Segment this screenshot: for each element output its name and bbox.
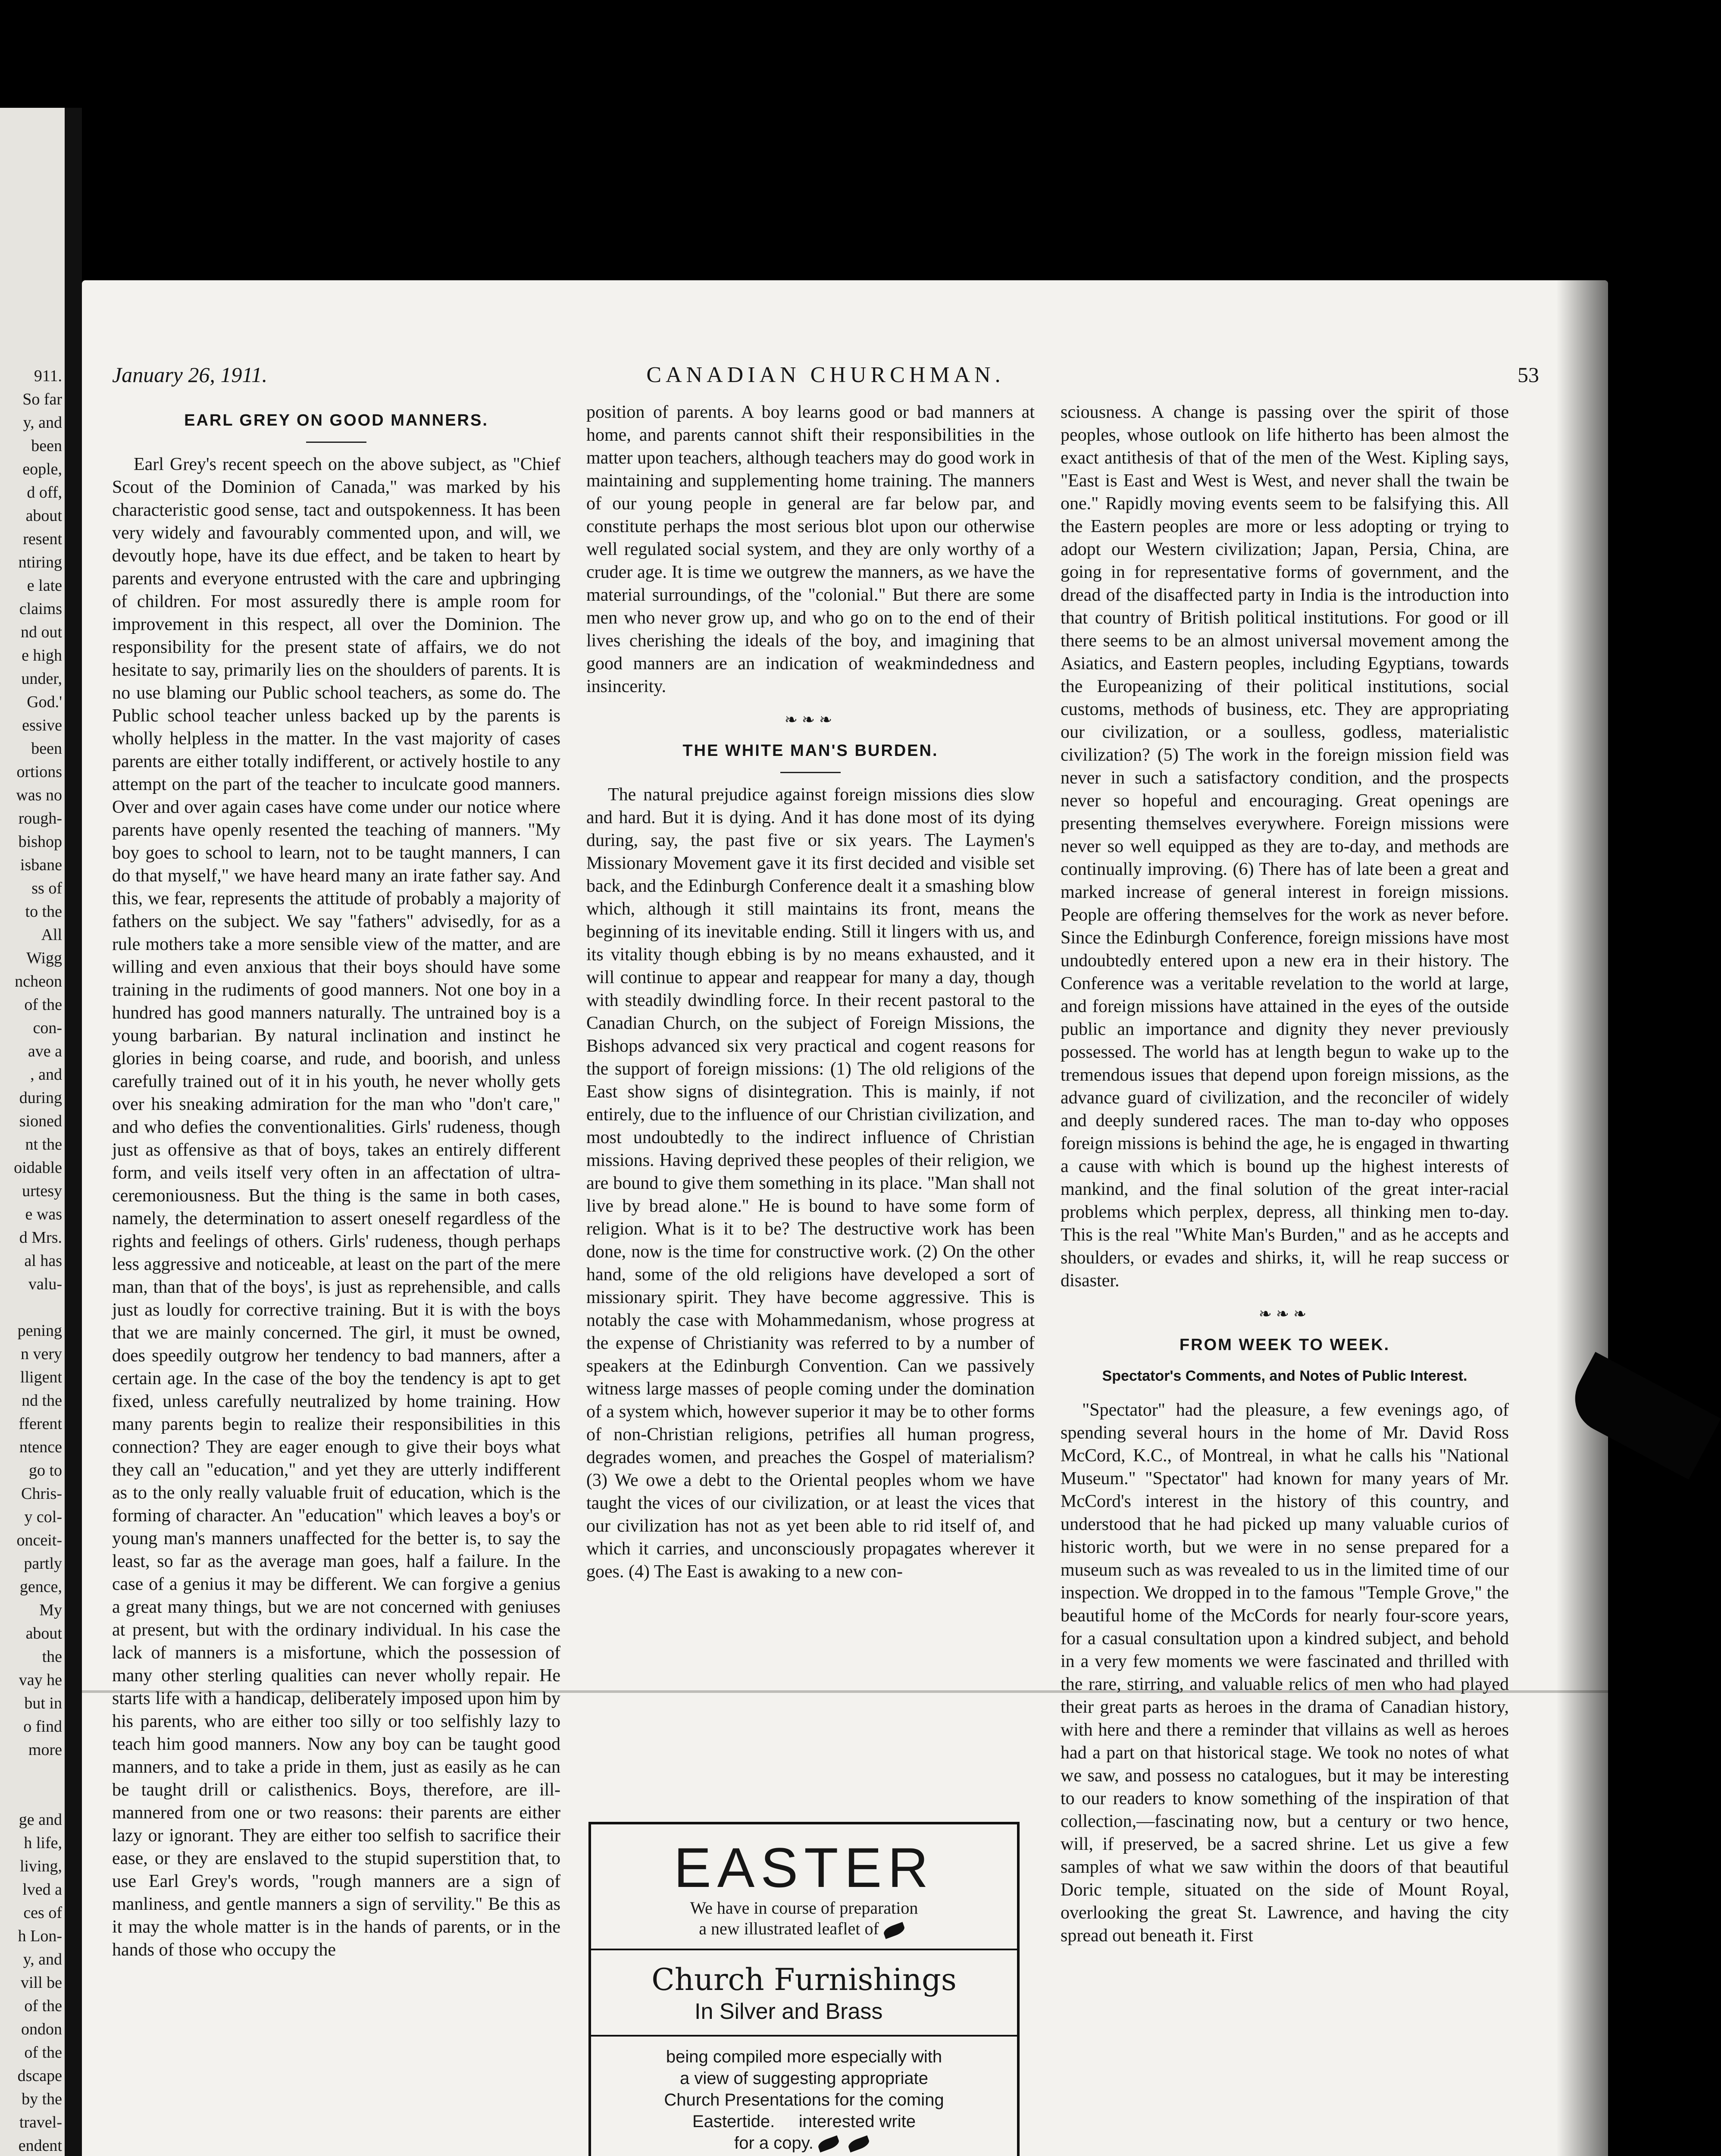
previous-page-fragment: was no (16, 786, 62, 804)
ad-body-5-text: for a copy. (734, 2134, 814, 2153)
book-spine (65, 108, 82, 2156)
previous-page-fragment: eople, (22, 460, 62, 478)
previous-page-fragment: h Lon- (18, 1927, 62, 1945)
ad-body-4-left: Eastertide. (692, 2112, 775, 2131)
previous-page-fragment: gence, (19, 1578, 62, 1596)
previous-page-fragment: ss of (31, 879, 62, 897)
page-header (112, 362, 1539, 397)
previous-page-fragment: but in (24, 1694, 62, 1712)
previous-page-fragment: d Mrs. (19, 1228, 62, 1247)
previous-page-fragment: during (19, 1089, 62, 1107)
previous-page-fragment: of the (24, 1997, 62, 2015)
ad-line-2-text: a new illustrated leaflet of (699, 1919, 879, 1938)
previous-page-fragment: about (25, 1624, 62, 1642)
ad-line-1: We have in course of preparation (690, 1898, 918, 1918)
previous-page-fragment: e was (25, 1205, 62, 1223)
column-1 (112, 401, 560, 1962)
previous-page-fragment: e late (27, 577, 62, 595)
previous-page-fragment: the (42, 1648, 62, 1666)
title-rule (306, 442, 366, 443)
previous-page-fragment: claims (19, 600, 62, 618)
previous-page-fragment: ortions (16, 763, 62, 781)
week-to-week-subtitle: Spectator's Comments, and Notes of Public Interest. (1102, 1368, 1468, 1384)
previous-page-fragment: onceit- (16, 1531, 62, 1549)
previous-page-fragment: God.' (27, 693, 62, 711)
column-3 (1061, 401, 1509, 1947)
previous-page-fragment: al has (24, 1252, 62, 1270)
previous-page-fragment: resent (23, 530, 62, 548)
previous-page-fragment: dscape (17, 2067, 62, 2085)
previous-page-fragment: ntiring (18, 553, 62, 571)
previous-page-fragment: y col- (24, 1508, 62, 1526)
previous-page-fragment: ondon (21, 2020, 62, 2038)
previous-page-fragment: y, and (23, 414, 62, 432)
previous-page-fragment: under, (21, 670, 62, 688)
leaf-ornament-icon (882, 1922, 906, 1939)
ad-body-5 (591, 2132, 1017, 2154)
previous-page-fragment: y, and (23, 1950, 62, 1968)
previous-page-fragment: e high (22, 646, 62, 664)
previous-page-fragment: My (39, 1601, 62, 1619)
previous-page-fragment: endent (18, 2137, 62, 2155)
ad-headline: EASTER (673, 1836, 935, 1899)
previous-page-fragment: nd out (20, 623, 62, 641)
page-number: 53 (1518, 363, 1539, 387)
previous-page-fragment: con- (33, 1019, 62, 1037)
previous-page-fragment: essive (22, 716, 62, 734)
previous-page-fragment: All (41, 926, 62, 944)
previous-page-fragment: nt the (25, 1135, 62, 1153)
leaf-ornament-icon (847, 2136, 870, 2153)
earl-grey-paragraph-2: position of parents. A boy learns good or bad manners at home, and parents cannot shift their responsibilities in the matter upon teachers, although teachers may do good work in maintaining and supplementing home training. The manners of our young people in general are far below par, and constitute perhaps the most serious blot upon our otherwise well regulated social system, and they are only worthy of a cruder age. It is time we outgrew the manners, as we have the material surroundings, of the "colonial." But there are some men who never grow up, and who go on to the end of their lives cherishing the ideals of the boy, and imagining that good manners are an indication of weakmindedness and insincerity. (586, 402, 1035, 696)
previous-page-fragment: lved a (22, 1880, 62, 1899)
ad-body-2: a view of suggesting appropriate (680, 2069, 928, 2088)
previous-page-fragment: oidable (14, 1159, 62, 1177)
ad-divider (591, 1949, 1017, 1950)
week-to-week-title: FROM WEEK TO WEEK. (1179, 1336, 1390, 1354)
ad-body-4 (591, 2111, 1017, 2132)
section-ornament: ❧❧❧ (1258, 1305, 1311, 1322)
previous-page-fragment: Chris- (21, 1485, 62, 1503)
section-ornament: ❧❧❧ (784, 711, 837, 728)
newspaper-page (82, 280, 1608, 2156)
previous-page-fragment: about (25, 507, 62, 525)
ad-material: In Silver and Brass (695, 1999, 883, 2024)
previous-page-fragment: ncheon (15, 972, 62, 990)
previous-page-fragment: partly (24, 1554, 62, 1573)
previous-page-fragment: travel- (19, 2113, 62, 2131)
column-2 (586, 401, 1035, 1583)
previous-page-fragment: d off, (27, 483, 62, 501)
previous-page-fragment: of the (24, 2043, 62, 2062)
previous-page-strip (0, 108, 65, 2156)
previous-page-fragment: living, (19, 1857, 62, 1875)
previous-page-fragment: been (31, 740, 62, 758)
previous-page-fragment: 911. (34, 367, 62, 385)
ad-body-1: being compiled more especially with (666, 2047, 942, 2066)
previous-page-fragment: o find (23, 1717, 62, 1736)
previous-page-fragment: sioned (19, 1112, 62, 1130)
previous-page-fragment: vay he (19, 1671, 62, 1689)
earl-grey-title: EARL GREY ON GOOD MANNERS. (184, 411, 488, 429)
previous-page-fragment: ge and (19, 1811, 62, 1829)
birks-advertisement (588, 1822, 1020, 2156)
previous-page-fragment: go to (28, 1461, 62, 1479)
issue-date: January 26, 1911. (112, 363, 268, 387)
previous-page-fragment: more (28, 1741, 62, 1759)
previous-page-fragment: vill be (20, 1974, 62, 1992)
previous-page-fragment: h life, (24, 1834, 62, 1852)
white-mans-burden-title: THE WHITE MAN'S BURDEN. (682, 742, 939, 760)
previous-page-fragment: n very (20, 1345, 62, 1363)
previous-page-fragment: ces of (23, 1904, 62, 1922)
previous-page-fragment: rough- (18, 809, 62, 827)
previous-page-fragment: valu- (28, 1275, 62, 1293)
ad-line-2 (591, 1918, 1017, 1939)
previous-page-fragment: been (31, 437, 62, 455)
page-edge-shadow (1556, 280, 1608, 2156)
ad-divider (591, 2035, 1017, 2037)
previous-page-fragment: So far (22, 390, 62, 408)
ad-body-4-right: interested write (798, 2112, 916, 2131)
previous-page-fragment: pening (17, 1322, 62, 1340)
title-rule (780, 772, 841, 773)
week-to-week-paragraph-1: "Spectator" had the pleasure, a few evenings ago, of spending several hours in the home of Mr. David Ross McCord, K.C., of Montreal, in what he calls his "National Museum." "Spectator" had known for many years of Mr. McCord's interest in the history of this country, and understood that he had picked up many valuable curios of historic worth, but we were in no sense prepared for a museum such as was revealed to us in the limited time of our inspection. We dropped in to the famous "Temple Grove," the beautiful home of the McCords for nearly four-score years, for a casual consultation upon a kindred subject, and behold in a very few moments we were fascinated and thrilled with the rare, stirring, and valuable relics of men who had played their great parts as heroes in the drama of Canadian history, with here and there a reminder that villains as well as heroes had a part on that historical stage. We took no notes of what we saw, and possess no catalogues, but it may be interesting to our readers to know something of the inspiration of that collection,—fascinating now, but a century or two hence, will, if preserved, be a sacred shrine. Let us give a few samples of what we saw within the doors of that beautiful Doric temple, situated on the side of Mount Royal, overlooking the great St. Lawrence, and having the city spread out beneath it. First (1061, 1400, 1509, 1946)
previous-page-fragment: Wigg (26, 949, 62, 967)
previous-page-fragment: nd the (22, 1391, 62, 1410)
ad-body-3: Church Presentations for the coming (664, 2090, 944, 2109)
previous-page-fragment: bishop (18, 833, 62, 851)
previous-page-fragment: , and (30, 1065, 62, 1084)
previous-page-fragment: lligent (20, 1368, 62, 1386)
previous-page-fragment: urtesy (22, 1182, 62, 1200)
paper-title: CANADIAN CHURCHMAN. (646, 363, 1005, 387)
previous-page-fragment: fferent (19, 1415, 62, 1433)
previous-page-fragment: ntence (19, 1438, 62, 1456)
leaf-ornament-icon (817, 2136, 840, 2153)
previous-page-fragment: by the (22, 2090, 62, 2108)
ad-product: Church Furnishings (651, 1962, 957, 1997)
previous-page-fragment: of the (24, 996, 62, 1014)
white-mans-burden-paragraph-2: sciousness. A change is passing over the spirit of those peoples, whose outlook on life hitherto has been almost the exact antithesis of that of the men of the West. Kipling says, "East is East and West is West, and never shall the twain be one." Rapidly moving events seem to be falsifying this. All the Eastern peoples are more or less adopting or trying to adopt our Western civilization; Japan, Persia, China, are going in for representative forms of government, and the dread of the disaffected party in India is the introduction into that country of British political institutions. For good or ill there seems to be an almost universal movement among the Asiatics, and Eastern peoples, including Egyptians, towards the Europeanizing of their political institutions, social customs, methods of business, etc. They are appropriating our civilization, or a soulless, godless, materialistic civilization? (5) The work in the foreign mission field was never in such a satisfactory condition, and the prospects never so hopeful and encouraging. Great openings are presenting themselves everywhere. Foreign missions were never so well equipped as they are to-day, and methods are continually improving. (6) There has of late been a great and marked increase of general interest in foreign missions. People are offering themselves for the work as never before. Since the Edinburgh Conference, foreign missions have most undoubtedly entered upon a new era in their history. The Conference was a veritable revelation to the world at large, and foreign missions have attained in the eyes of the outside public an importance and dignity they never previously possessed. The world has at length begun to wake up to the tremendous issues that depend upon foreign missions, as the advance guard of civilization, and the reconciler of widely and deeply sundered races. The man to-day who opposes foreign missions is behind the age, he is engaged in thwarting a cause with which is bound up the highest interests of mankind, and the final solution of the great inter-racial problems which perplex, depress, all thinking men to-day. This is the real "White Man's Burden," and as he accepts and shoulders, or evades and shirks, it, will he reap success or disaster. (1061, 402, 1509, 1291)
earl-grey-paragraph-1: Earl Grey's recent speech on the above subject, as "Chief Scout of the Dominion of Canada," was marked by his characteristic good sense, tact and outspokenness. It has been very widely and favourably commented upon, and will, we devoutly hope, have its due effect, and be taken to heart by parents and everyone entrusted with the care and upbringing of children. For most assuredly there is ample room for improvement in this respect, all over the Dominion. The responsibility for the present state of affairs, we do not hesitate to say, primarily lies on the shoulders of parents. It is no use blaming our Public school teachers, as some do. The Public school teacher unless backed up by the parents is wholly helpless in the matter. In the vast majority of cases parents are either totally indifferent, or actively hostile to any attempt on the part of the teacher to inculcate good manners. Over and over again cases have come under our notice where parents have openly resented the teaching of manners. "My boy goes to school to learn, not to be taught manners, I can do that myself," we have heard many an irate father say. And this, we fear, represents the attitude of probably a majority of fathers on the subject. We say "fathers" advisedly, for as a rule mothers take a more sensible view of the matter, and are willing and even anxious that their boys should have some training in the rudiments of good manners. Not one boy in a hundred has good manners naturally. The untrained boy is a young barbarian. By natural inclination and instinct he glories in being coarse, and rude, and boorish, and unless carefully trained out of it in his youth, he never wholly gets over his sneaking admiration for the man who "don't care," and who defies the conventionalities. Girls' rudeness, though just as offensive as that of boys, takes an entirely different form, and veils itself very often in an affectation of ultra-ceremoniousness. But the thing is the same in both cases, namely, the determination to assert oneself regardless of the rights and feelings of others. Girls' rudeness, though perhaps less aggressive and noticeable, at least on the part of the mere man, than that of the boys', is just as reprehensible, and calls just as loudly for corrective training. But it is with the boys that we are mainly concerned. The girl, it must be owned, does speedily outgrow her tendency to bad manners, after a certain age. In the case of the boy the tendency is apt to get fixed, unless carefully neutralized by home training. How many parents begin to realize their responsibilities in this connection? They are eager enough to give their boys what they call an "education," and yet they are utterly indifferent as to the only really valuable fruit of education, which is the forming of character. An "education" which leaves a boy's or young man's manners unaffected for the better is, to say the least, so far as the average man goes, half a failure. In the case of a genius it may be different. We can forgive a genius a great many things, but we are not concerned with geniuses at present, but with the ordinary individual. In his case the lack of manners is a misfortune, which the possession of many other sterling qualities can never wholly repair. He starts life with a handicap, deliberately imposed upon him by his parents, who are either too silly or too selfishly lazy to teach him good manners. Now any boy can be taught good manners, and to take a pride in them, just as easily as he can be taught drill or calisthenics. Boys, therefore, are ill-mannered from one or two reasons: their parents are either lazy or ignorant. They are either too selfish to sacrifice their ease, or they are enslaved to the stupid superstition that, to use Earl Grey's words, "rough manners are a sign of manliness, and gentle manners a sign of servility." Be this as it may the whole matter is in the hands of parents, or in the hands of those who occupy the (112, 454, 560, 1960)
previous-page-fragment: isbane (20, 856, 62, 874)
previous-page-fragment: ave a (28, 1042, 62, 1060)
previous-page-fragment: to the (25, 903, 62, 921)
white-mans-burden-paragraph-1: The natural prejudice against foreign missions dies slow and hard. But it is dying. And it has done most of its dying during, say, the past five or six years. The Laymen's Missionary Movement gave it its first decided and visible set back, and the Edinburgh Conference dealt it a smashing blow which, although it still maintains its front, means the beginning of its inevitable ending. Still it lingers with us, and its vitality though ebbing is by no means exhausted, and it will continue to appear and reappear for many a day, though with steadily dwindling force. In their recent pastoral to the Canadian Church, on the subject of Foreign Missions, the Bishops advanced six very practical and cogent reasons for the support of foreign missions: (1) The old religions of the East show signs of disintegration. This is mainly, if not entirely, due to the influence of our Christian civilization, and most undoubtedly to the indirect influence of Christian missions. Having deprived these peoples of their religion, we are bound to give them something in its place. "Man shall not live by bread alone." He is bound to have some form of religion. What is it to be? The destructive work has been done, now is the time for constructive work. (2) On the other hand, some of the old religions have developed a sort of missionary spirit. They have become aggressive. This is notably the case with Mohammedanism, whose progress at the expense of Christianity was referred to by a number of speakers at the Edinburgh Convention. Can we passively witness large masses of people coming under the domination of a system which, however superior it may be to other forms of non-Christian religions, petrifies all human progress, degrades women, and preaches the Gospel of materialism? (3) We owe a debt to the Oriental peoples whom we have taught the vices of our civilization, or at least the vices that our civilization has not as yet been able to rid itself of, and which it carries, and unconsciously propagates wherever it goes. (4) The East is awaking to a new con- (586, 785, 1035, 1582)
